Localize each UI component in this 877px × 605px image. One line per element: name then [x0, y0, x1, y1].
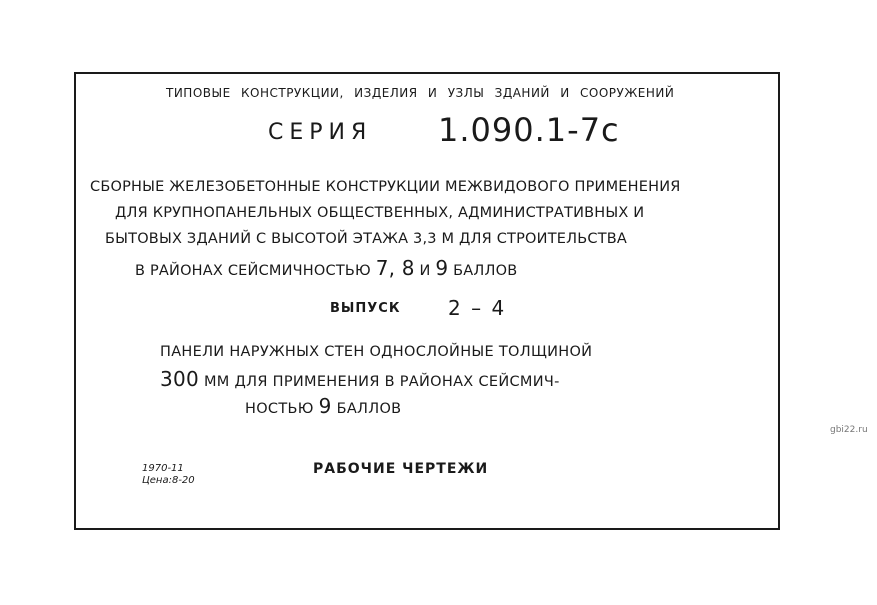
description-line-4: [135, 258, 517, 279]
issue-label: ВЫПУСК: [330, 301, 401, 316]
price-note: Цена:8-20: [142, 475, 195, 486]
series-number-text: 1.090.1-7с: [438, 111, 620, 149]
seismicity-numbers: 7, 8: [375, 256, 415, 280]
panel-line-2-rest: ММ ДЛЯ ПРИМЕНЕНИЯ В РАЙОНАХ СЕЙСМИЧ-: [204, 374, 560, 390]
panel-line-3-end: БАЛЛОВ: [336, 401, 402, 417]
header-line: ТИПОВЫЕ КОНСТРУКЦИИ, ИЗДЕЛИЯ И УЗЛЫ ЗДАНИЙ И СООРУЖЕНИЙ: [166, 86, 675, 100]
description-line-4-end: БАЛЛОВ: [453, 263, 518, 279]
panel-line-3-start: НОСТЬЮ: [245, 401, 314, 417]
panel-line-2: [160, 369, 560, 390]
description-line-3: БЫТОВЫХ ЗДАНИЙ С ВЫСОТОЙ ЭТАЖА 3,3 М ДЛЯ СТРОИТЕЛЬСТВА: [105, 231, 628, 247]
panel-line-3: [245, 396, 401, 417]
description-line-4-start: В РАЙОНАХ СЕЙСМИЧНОСТЬЮ: [135, 263, 371, 279]
seismicity-nine: 9: [435, 256, 449, 280]
working-drawings-label: РАБОЧИЕ ЧЕРТЕЖИ: [313, 461, 489, 477]
year-note: 1970-11: [142, 463, 184, 474]
description-line-4-and: И: [419, 263, 431, 279]
series-number: [438, 111, 620, 149]
panel-seismicity: 9: [318, 394, 332, 418]
watermark: gbi22.ru: [830, 425, 868, 435]
panel-thickness: 300: [160, 367, 200, 391]
description-line-2: ДЛЯ КРУПНОПАНЕЛЬНЫХ ОБЩЕСТВЕННЫХ, АДМИНИСТРАТИВНЫХ И: [115, 205, 645, 221]
panel-line-1: ПАНЕЛИ НАРУЖНЫХ СТЕН ОДНОСЛОЙНЫЕ ТОЛЩИНОЙ: [160, 344, 593, 360]
series-label: СЕРИЯ: [268, 120, 373, 145]
description-line-1: СБОРНЫЕ ЖЕЛЕЗОБЕТОННЫЕ КОНСТРУКЦИИ МЕЖВИДОВОГО ПРИМЕНЕНИЯ: [90, 179, 681, 195]
issue-number: 2 – 4: [448, 296, 507, 320]
